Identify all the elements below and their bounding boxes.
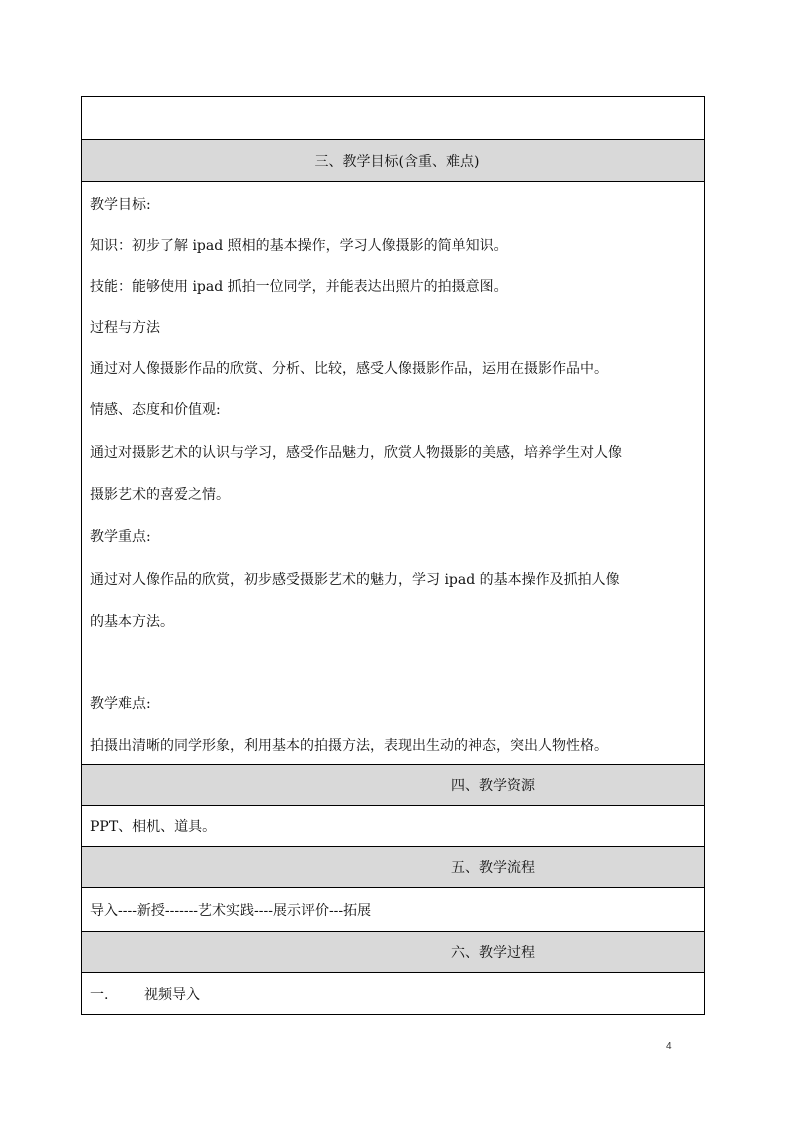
objectives-line: 过程与方法 [90,320,160,336]
section-6-header [82,931,704,972]
section-3-header [82,139,704,181]
objectives-line: 通过对人像作品的欣赏，初步感受摄影艺术的魅力，学习 ipad 的基本操作及抓拍人像 [90,572,620,588]
section-4-title: 四、教学资源 [451,778,535,794]
section-5-title: 五、教学流程 [451,860,535,876]
resources-cell [82,805,704,846]
objectives-line: 的基本方法。 [90,614,174,630]
objectives-line: 情感、态度和价值观: [90,402,221,418]
objectives-line: 教学重点: [90,529,151,545]
objectives-line: 拍摄出清晰的同学形象，利用基本的拍摄方法，表现出生动的神态，突出人物性格。 [90,738,608,754]
objectives-line: 教学难点: [90,696,151,712]
empty-row [82,97,704,139]
flow-cell [82,887,704,931]
objectives-line: 通过对人像摄影作品的欣赏、分析、比较，感受人像摄影作品，运用在摄影作品中。 [90,361,608,377]
section-3-title: 三、教学目标(含重、难点) [314,153,480,170]
page-number: 4 [666,1041,672,1052]
objectives-line: 教学目标: [90,197,151,213]
process-cell [82,972,704,1014]
section-6-title: 六、教学过程 [451,945,535,961]
lesson-plan-table [81,96,705,1015]
objectives-line: 知识：初步了解 ipad 照相的基本操作，学习人像摄影的简单知识。 [90,238,508,254]
objectives-line: 摄影艺术的喜爱之情。 [90,487,230,503]
flow-text: 导入----新授-------艺术实践----展示评价---拓展 [90,902,372,919]
objectives-cell [82,181,704,764]
resources-text: PPT、相机、道具。 [90,819,217,835]
process-item-text: 视频导入 [144,986,200,1003]
process-item-number: 一. [90,986,109,1003]
section-4-header [82,764,704,805]
objectives-line: 技能：能够使用 ipad 抓拍一位同学，并能表达出照片的拍摄意图。 [90,279,508,295]
objectives-line: 通过对摄影艺术的认识与学习，感受作品魅力，欣赏人物摄影的美感，培养学生对人像 [90,445,622,461]
section-5-header [82,846,704,887]
